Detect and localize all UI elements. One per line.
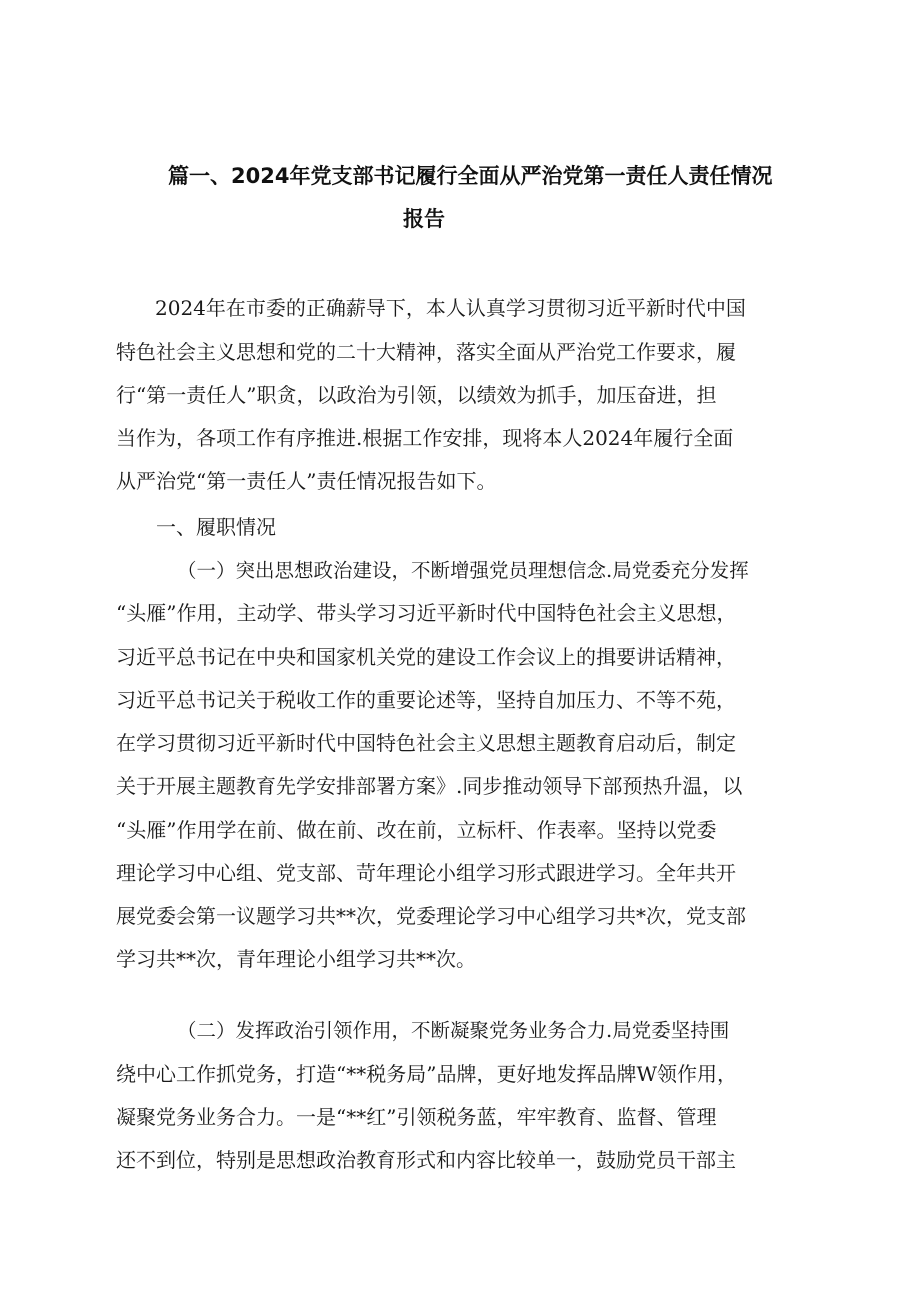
intro-line-2: 特色社会主义思想和党的二十大精神，落实全面从严治党工作要求，履 [116,340,736,364]
section-heading: 一、履职情况 [156,515,276,539]
para1-line-7: “头雁”作用学在前、做在前、改在前，立标杆、作表率。坚持以党委 [116,818,717,842]
para2-line-3: 凝聚党务业务合力。一是“**红”引领税务蓝，牢牢教育、监督、管理 [116,1105,717,1129]
para2-line-2: 绕中心工作抓党务，打造“**税务局”品牌，更好地发挥品牌W领作用， [116,1062,738,1086]
intro-line-4: 当作为，各项工作有序推进.根据工作安排，现将本人2024年履行全面 [116,426,734,450]
para2-line-4: 还不到位，特别是思想政治教育形式和内容比较单一，鼓励党员干部主 [116,1148,736,1172]
para1-line-4: 习近平总书记关于税收工作的重要论述等，坚持自加压力、不等不苑， [116,688,736,712]
intro-line-5: 从严治党“第一责任人”责任情况报告如下。 [116,469,497,493]
para1-line-3: 习近平总书记在中央和国家机关党的建设工作会议上的揖要讲话精神， [116,645,736,669]
para1-line-9: 展党委会第一议题学习共**次，党委理论学习中心组学习共*次，党支部 [116,904,746,928]
para1-line-8: 理论学习中心组、党支部、苛年理论小组学习形式跟进学习。全年共开 [116,861,736,885]
document-title-line-2: 报告 [403,207,445,231]
para1-line-5: 在学习贯彻习近平新时代中国特色社会主义思想主题教育启动后，制定 [116,731,736,755]
para1-line-6: 关于开展主题教育先学安排部署方案》.同步推动领导下部预热升温，以 [116,774,743,798]
para1-line-2: “头雁”作用，主动学、带头学习习近平新时代中国特色社会主义思想， [116,601,737,625]
para2-line-1: （二）发挥政治引领作用，不断凝聚党务业务合力.局党委坚持围 [177,1019,730,1042]
document-title-line-1: 篇一、2024年党支部书记履行全面从严治党第一责任人责任情况 [168,164,773,188]
para1-line-10: 学习共**次，青年理论小组学习共**次。 [116,947,476,971]
para1-line-1: （一）突出思想政治建设，不断增强党员理想信念.局党委充分发挥 [177,559,749,582]
intro-line-1: 2024年在市委的正确薪导下，本人认真学习贯彻习近平新时代中国 [155,296,746,320]
intro-line-3: 行“第一责任人”职贪，以政治为引领，以绩效为抓手，加压奋进，担 [116,383,717,407]
